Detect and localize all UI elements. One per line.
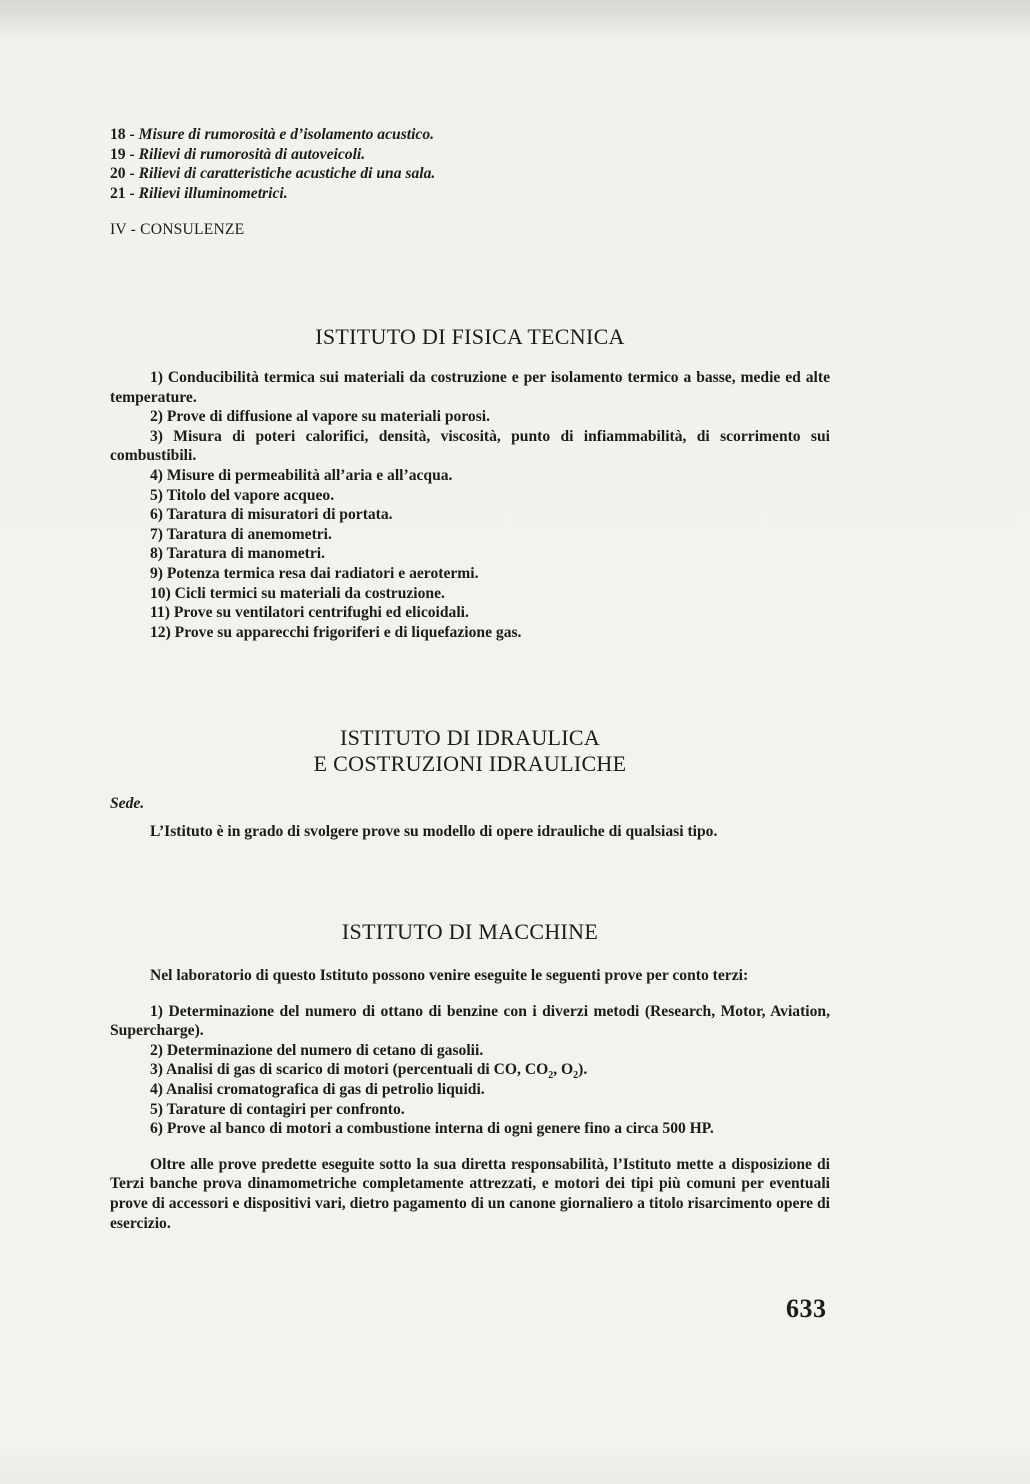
list-item: 6) Prove al banco di motori a combustione interna di ogni genere fino a circa 500 HP. [150, 1120, 714, 1138]
list-item: 2) Prove di diffusione al vapore su materiali porosi. [150, 408, 491, 426]
list-item: 4) Analisi cromatografica di gas di petrolio liquidi. [150, 1080, 485, 1098]
section-heading-consulenze: IV - CONSULENZE [110, 221, 245, 238]
scan-edge-shadow [0, 0, 1030, 38]
macchine-section [110, 966, 830, 1233]
list-item: 5) Titolo del vapore acqueo. [150, 486, 335, 504]
list-item: 1) Conducibilità termica sui materiali da costruzione e per isolamento termico a basse, medie ed alte temperature. [110, 369, 830, 406]
list-item: 3) Misura di poteri calorifici, densità, viscosità, punto di infiammabilità, di scorrimento sui combustibili. [110, 427, 830, 465]
heading-idraulica [110, 725, 830, 777]
list-item: 1) Determinazione del numero di ottano di benzine con i diverzi metodi (Research, Motor, Aviation, Supercharge). [110, 1002, 830, 1040]
list-item: 12) Prove su apparecchi frigoriferi e di liquefazione gas. [150, 623, 522, 641]
list-item: 20 - Rilievi di caratteristiche acustiche di una sala. [110, 165, 436, 183]
heading-macchine: ISTITUTO DI MACCHINE [341, 919, 599, 944]
list-item: 9) Potenza termica resa dai radiatori e aerotermi. [150, 564, 479, 582]
acoustics-list [110, 125, 830, 203]
heading-fisica-tecnica: ISTITUTO DI FISICA TECNICA [315, 324, 625, 349]
list-item: 19 - Rilievi di rumorosità di autoveicoli. [110, 145, 366, 163]
heading-idraulica-line2: E COSTRUZIONI IDRAULICHE [313, 751, 627, 776]
idraulica-paragraph: L’Istituto è in grado di svolgere prove su modello di opere idrauliche di qualsiasi tipo. [150, 823, 718, 840]
sede-label: Sede. [110, 795, 145, 812]
list-item: 7) Taratura di anemometri. [150, 525, 332, 543]
list-item: 3) Analisi di gas di scarico di motori (percentuali di CO, $CO_2$, $O_2$). [150, 1061, 588, 1082]
list-item: 18 - Misure di rumorosità e d’isolamento acustico. [110, 126, 435, 143]
list-item: 2) Determinazione del numero di cetano di gasolii. [150, 1041, 484, 1059]
list-item: 10) Cicli termici su materiali da costruzione. [150, 584, 445, 602]
list-item: 5) Tarature di contagiri per confronto. [150, 1100, 405, 1118]
list-item: 21 - Rilievi illuminometrici. [110, 184, 288, 202]
list-item: 8) Taratura di manometri. [150, 545, 325, 563]
macchine-intro: Nel laboratorio di questo Istituto possono venire eseguite le seguenti prove per conto terzi: [150, 967, 749, 984]
list-item: 11) Prove su ventilatori centrifughi ed elicoidali. [150, 604, 469, 622]
macchine-closing-paragraph: Oltre alle prove predette eseguite sotto la sua diretta responsabilità, l’Istituto mette a disposizione di Terzi banche prova dinamometriche completamente attrezzati, e motori dei tipi più comuni per eventuali prove di accessori e dispositivi vari, dietro pagamento di un canone giornaliero a titolo risarcimento opere di esercizio. [110, 1155, 830, 1232]
fisica-tecnica-list [110, 368, 830, 642]
list-item: 6) Taratura di misuratori di portata. [150, 506, 393, 524]
heading-idraulica-line1: ISTITUTO DI IDRAULICA [339, 725, 601, 750]
list-item: 4) Misure di permeabilità all’aria e all’acqua. [150, 466, 453, 484]
page-number: 633 [786, 1294, 827, 1323]
